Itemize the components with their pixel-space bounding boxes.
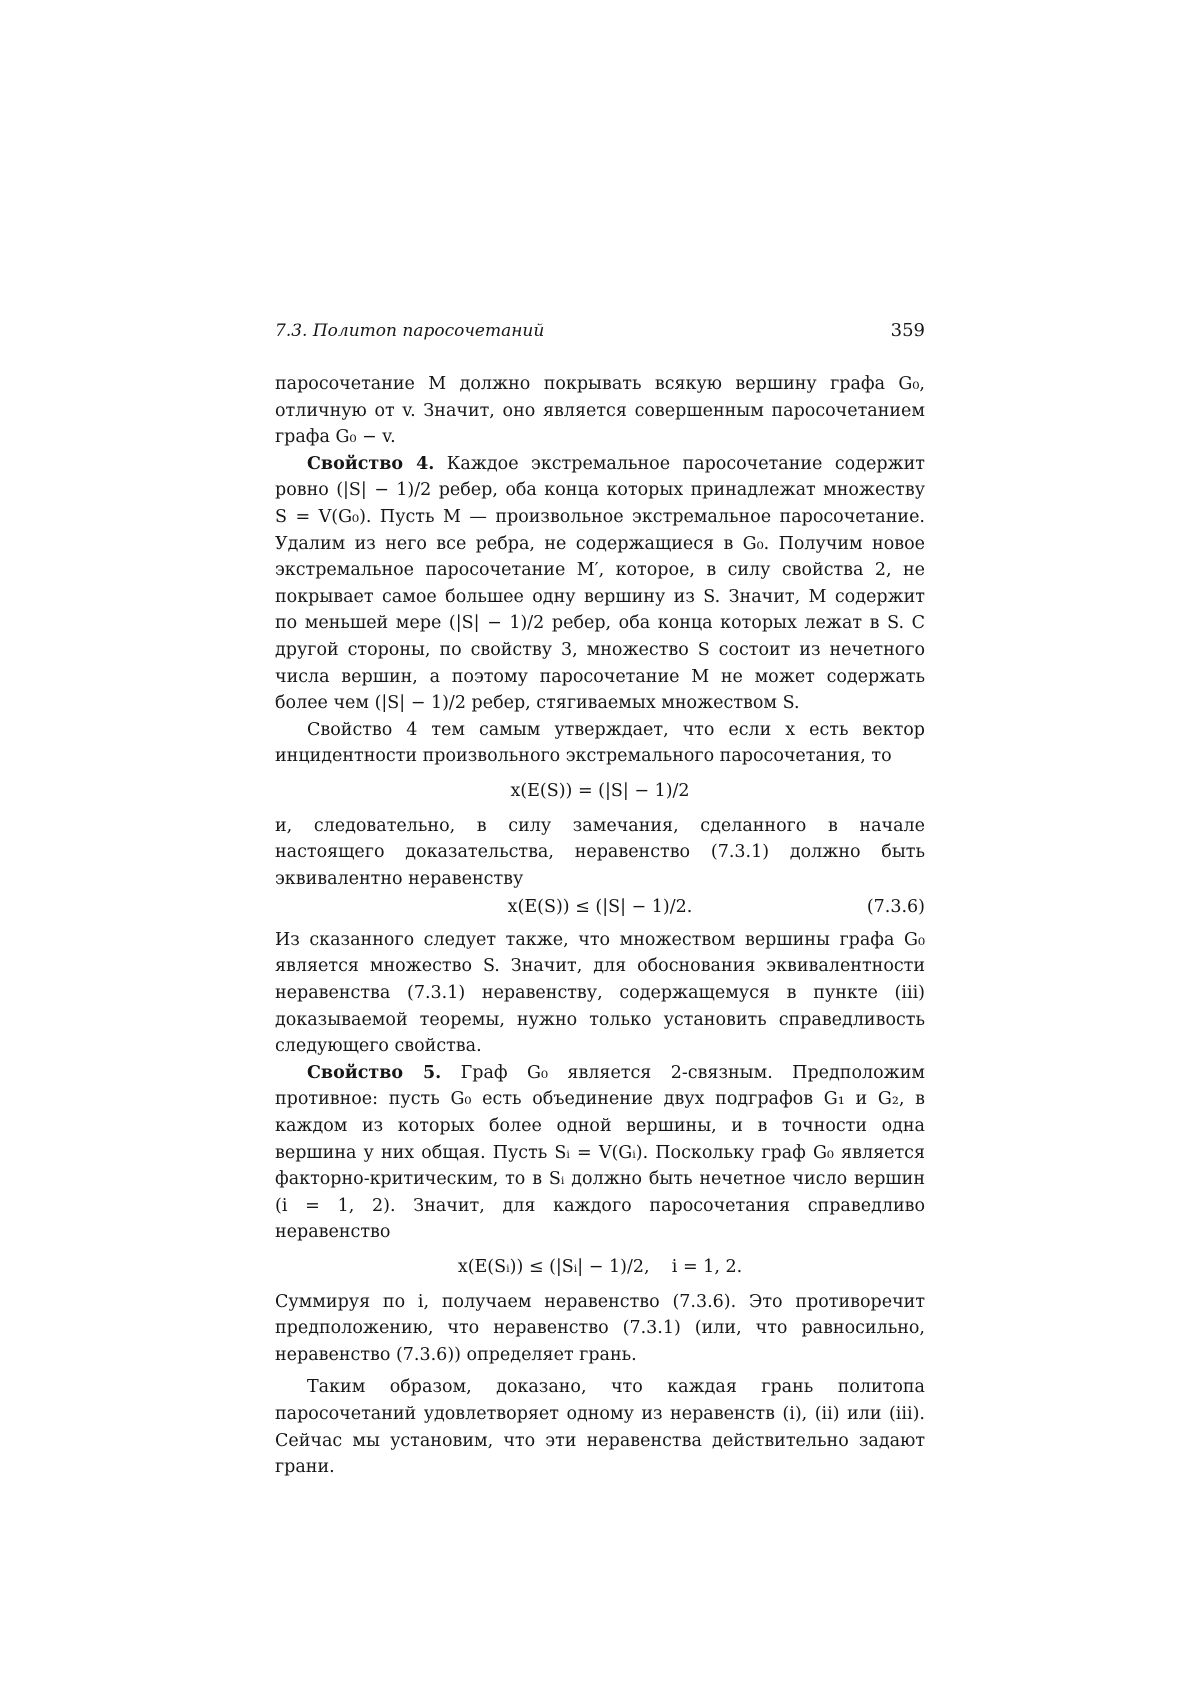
formula-2 [275,894,925,921]
paragraph-5: Из сказанного следует также, что множеством вершины графа G₀ является множество S. Значит, для обоснования эквивалентности неравенства (7.3.1) неравенству, содержащемуся в пункте (iii) доказываемой теоремы, нужно только установить справедливость следующего свойства. [275,929,925,1057]
property-4-heading: Свойство 4. [307,453,435,474]
running-header [275,320,925,341]
property-5-heading: Свойство 5. [307,1062,442,1083]
section-title: 7.3. Политоп паросочетаний [275,321,545,341]
paragraph-7: Суммируя по i, получаем неравенство (7.3.6). Это противоречит предположению, что неравенство (7.3.1) (или, что равносильно, неравенство (7.3.6)) определяет грань. [275,1291,925,1365]
paragraph-8: Таким образом, доказано, что каждая грань политопа паросочетаний удовлетворяет одному из неравенств (i), (ii) или (iii). Сейчас мы установим, что эти неравенства действительно задают грани. [275,1377,925,1478]
paragraph-property-4 [275,451,925,717]
page-content [275,320,925,1481]
formula-2-expression: x(E(S)) ≤ (|S| − 1)/2. [507,897,693,918]
paragraph-3: Свойство 4 тем самым утверждает, что если x есть вектор инцидентности произвольного экстремального паросочетания, то [275,719,925,767]
property-5-text: Граф G₀ является 2-связным. Предположим противное: пусть G₀ есть объединение двух подграфов G₁ и G₂, в каждом из которых более одной вершины, и в точности одна вершина у них общая. Пусть Sᵢ = V(Gᵢ). Поскольку граф G₀ является факторно-критическим, то в Sᵢ должно быть нечетное число вершин (i = 1, 2). Значит, для каждого паросочетания справедливо неравенство [275,1062,926,1243]
paragraph-property-5 [275,1060,925,1246]
paragraph-1: паросочетание M должно покрывать всякую вершину графа G₀, отличную от v. Значит, оно является совершенным паросочетанием графа G₀ − v. [275,374,925,448]
formula-3: x(E(Sᵢ)) ≤ (|Sᵢ| − 1)/2, i = 1, 2. [457,1257,743,1277]
formula-1: x(E(S)) = (|S| − 1)/2 [510,780,690,801]
page-number: 359 [890,320,925,341]
property-4-text: Каждое экстремальное паросочетание содержит ровно (|S| − 1)/2 ребер, оба конца которых принадлежат множеству S = V(G₀). Пусть M — произвольное экстремальное паросочетание. Удалим из него все ребра, не содержащиеся в G₀. Получим новое экстремальное паросочетание M′, которое, в силу свойства 2, не покрывает самое большее одну вершину из S. Значит, M содержит по меньшей мере (|S| − 1)/2 ребер, оба конца которых лежат в S. С другой стороны, по свойству 3, множество S состоит из нечетного числа вершин, а поэтому паросочетание M не может содержать более чем (|S| − 1)/2 ребер, стягиваемых множеством S. [275,453,925,714]
paragraph-4: и, следовательно, в силу замечания, сделанного в начале настоящего доказательства, неравенство (7.3.1) должно быть эквивалентно неравенству [275,815,925,889]
formula-2-number: (7.3.6) [866,897,925,918]
